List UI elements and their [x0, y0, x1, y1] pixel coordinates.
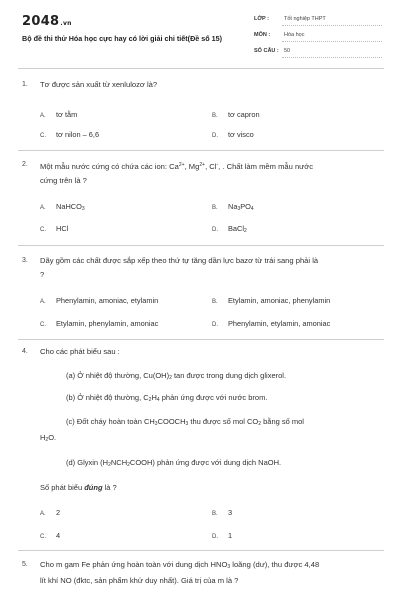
divider — [18, 550, 384, 551]
question-number: 4. — [22, 348, 28, 355]
option-a[interactable] — [40, 296, 158, 305]
option-text: Phenylamin, etylamin, amoniac — [228, 319, 331, 328]
option-key: A. — [40, 205, 46, 211]
subscript: 4 — [250, 206, 254, 212]
question-number: 1. — [22, 81, 28, 88]
separator: , — [218, 162, 223, 171]
class-underline — [282, 25, 382, 26]
question-text — [40, 158, 380, 188]
document-title: Bộ đề thi thử Hóa học cực hay có lời giải chi tiết(Đề số 15) — [22, 34, 223, 43]
option-key: A. — [40, 113, 46, 119]
option-text: 1 — [228, 531, 233, 540]
statement-c: (c) Đốt cháy hoàn toàn $CH_3COOCH_3$ thu được số mol $CO_2$ bằng số mol — [66, 417, 304, 427]
option-text: tơ visco — [228, 130, 254, 139]
subject-label: MÔN : — [254, 32, 271, 38]
option-d[interactable] — [212, 130, 254, 139]
statement-a: (a) Ở nhiệt độ thường, $Cu(OH)_2$ tan được trong dung dịch glixerol. — [66, 371, 287, 381]
option-text: Etylamin, phenylamin, amoniac — [56, 319, 159, 328]
option-text: 4 — [56, 531, 61, 540]
option-c[interactable] — [40, 130, 99, 139]
option-d[interactable] — [212, 224, 247, 234]
option-text: tơ tằm — [56, 110, 78, 119]
option-key: C. — [40, 227, 46, 233]
question-prompt: Số phát biểu đúng là ? — [40, 483, 117, 492]
option-d[interactable] — [212, 531, 232, 540]
question-text — [40, 254, 380, 282]
option-key: B. — [212, 113, 218, 119]
ion-charge: 2+ — [178, 162, 185, 168]
option-key: D. — [212, 322, 218, 328]
option-key: D. — [212, 133, 218, 139]
text-line2: cứng trên là ? — [40, 176, 87, 185]
text-prefix: Một mẫu nước cứng có chứa các ion: — [40, 162, 170, 171]
option-text: Na — [228, 202, 238, 211]
page-header — [0, 0, 400, 68]
text-suffix: . Chất làm mềm mẫu nước — [222, 162, 314, 171]
option-text: tơ nilon – 6,6 — [56, 130, 100, 139]
option-text: PO — [240, 202, 251, 211]
option-key: C. — [40, 322, 46, 328]
count-value: 50 — [284, 48, 291, 54]
option-key: D. — [212, 227, 218, 233]
question-number: 3. — [22, 257, 28, 264]
ion: Cl — [209, 162, 217, 171]
divider — [18, 339, 384, 340]
question-text: Cho m gam Fe phản ứng hoàn toàn với dung dịch $HNO_3$ loãng (dư), thu được 4,48 lít khí NO (đktc, sản phẩm khử duy nhất). Giá trị của m là ? — [40, 560, 320, 585]
question-text: Tơ được sản xuất từ xenlulozơ là? — [40, 80, 158, 89]
option-a[interactable] — [40, 202, 85, 212]
option-a[interactable] — [40, 508, 60, 517]
ion: Ca — [169, 162, 179, 171]
statement-c-line2: $H_2O$. — [40, 433, 57, 443]
option-b[interactable] — [212, 202, 254, 212]
option-text: NaHCO — [56, 202, 82, 211]
option-text: 3 — [228, 508, 233, 517]
statement-b: (b) Ở nhiệt độ thường, $C_2H_4$ phản ứng được với nước brom. — [66, 393, 268, 403]
question-text: Cho các phát biểu sau : — [40, 347, 120, 356]
subscript: 3 — [81, 206, 85, 212]
separator: , — [184, 162, 189, 171]
logo — [22, 14, 72, 29]
option-text: 2 — [56, 508, 61, 517]
option-b[interactable] — [212, 296, 330, 305]
option-text: Phenylamin, amoniac, etylamin — [56, 296, 159, 305]
option-d[interactable] — [212, 319, 330, 328]
class-label: LỚP : — [254, 16, 269, 22]
option-b[interactable] — [212, 508, 232, 517]
text-line2: ? — [40, 270, 45, 279]
class-value: Tốt nghiệp THPT — [284, 16, 326, 22]
option-key: C. — [40, 534, 46, 540]
ion-charge: - — [216, 162, 219, 168]
logo-suffix: .vn — [60, 20, 72, 27]
option-c[interactable] — [40, 224, 68, 233]
option-key: C. — [40, 133, 46, 139]
ion: Mg — [188, 162, 200, 171]
subscript: 3 — [237, 206, 241, 212]
option-a[interactable] — [40, 110, 77, 119]
option-key: D. — [212, 534, 218, 540]
option-text: HCl — [56, 224, 69, 233]
option-text: tơ capron — [228, 110, 260, 119]
option-key: B. — [212, 511, 218, 517]
option-text: Etylamin, amoniac, phenylamin — [228, 296, 331, 305]
header-divider — [18, 68, 384, 69]
option-text: BaCl — [228, 224, 245, 233]
subject-underline — [282, 41, 382, 42]
option-b[interactable] — [212, 110, 260, 119]
count-label: SỐ CÂU : — [254, 48, 279, 54]
logo-text: 2048 — [22, 14, 60, 29]
question-number: 5. — [22, 561, 28, 568]
option-key: A. — [40, 511, 46, 517]
option-c[interactable] — [40, 319, 158, 328]
ion-charge: 2+ — [199, 162, 206, 168]
text-line1: Dãy gồm các chất được sắp xếp theo thứ tự tăng dần lực bazơ từ trái sang phải là — [40, 256, 319, 265]
subscript: 2 — [244, 228, 247, 234]
option-key: B. — [212, 299, 218, 305]
separator: , — [205, 162, 210, 171]
subject-value: Hóa học — [284, 32, 305, 38]
divider — [18, 245, 384, 246]
statement-d: (d) Glyxin $(H_2NCH_2COOH)$ phản ứng được với dung dịch NaOH. — [66, 458, 282, 468]
divider — [18, 150, 384, 151]
option-key: B. — [212, 205, 218, 211]
option-c[interactable] — [40, 531, 60, 540]
question-number: 2. — [22, 161, 28, 168]
count-underline — [282, 57, 382, 58]
option-key: A. — [40, 299, 46, 305]
